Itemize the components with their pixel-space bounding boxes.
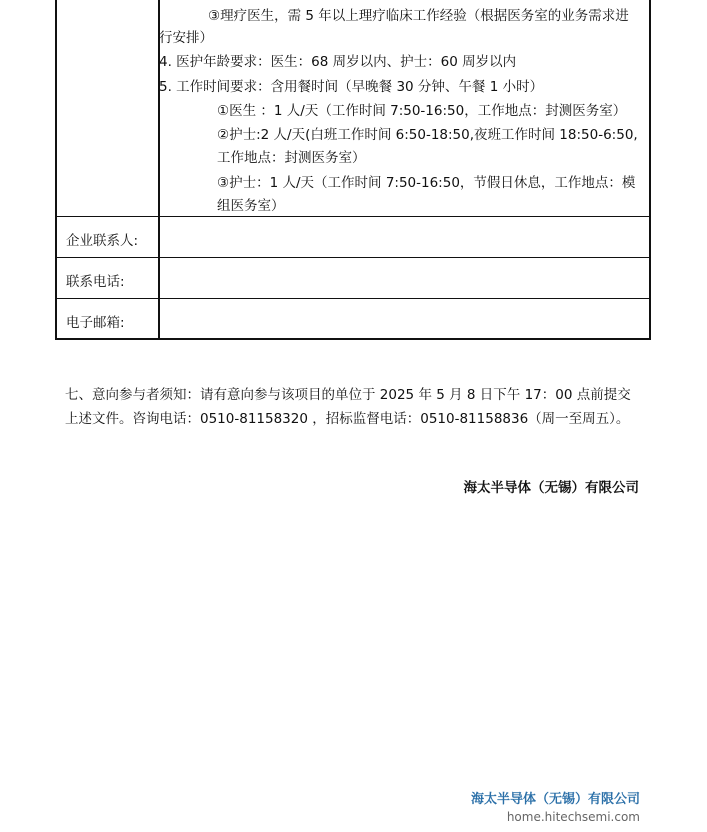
content-line-nurse-shifts-cont: 工作地点：封测医务室）	[217, 150, 366, 166]
email-label: 电子邮箱:	[66, 315, 125, 331]
footer-url[interactable]: home.hitechsemi.com	[506, 810, 640, 824]
content-line-nurse-shifts: ②护士:2 人/天(白班工作时间 6:50-18:50,夜班工作时间 18:50-6:50,	[217, 127, 638, 143]
content-line-hours: 5. 工作时间要求：含用餐时间（早晚餐 30 分钟、午餐 1 小时）	[159, 79, 544, 95]
row-divider	[57, 216, 649, 217]
row-divider	[57, 298, 649, 299]
participant-notice	[65, 383, 645, 431]
footer-company: 海太半导体（无锡）有限公司	[470, 792, 640, 807]
content-line-age: 4. 医护年龄要求：医生：68 周岁以内、护士：60 周岁以内	[159, 54, 517, 70]
contact-person-label: 企业联系人:	[66, 233, 139, 249]
content-line-therapist: ③理疗医生，需 5 年以上理疗临床工作经验（根据医务室的业务需求进	[208, 8, 629, 24]
company-signature: 海太半导体（无锡）有限公司	[463, 480, 639, 496]
notice-line-2: 上述文件。咨询电话：0510-81158320 ，招标监督电话：0510-81158836（周一至周五）。	[65, 411, 630, 427]
notice-line-1: 七、意向参与者须知：请有意向参与该项目的单位于 2025 年 5 月 8 日下午 17：00 点前提交	[65, 387, 631, 403]
content-line-nurse-day: ③护士：1 人/天（工作时间 7:50-16:50，节假日休息，工作地点：模	[217, 175, 636, 191]
content-line-doctor: ①医生 ：1 人/天（工作时间 7:50-16:50，工作地点：封测医务室）	[217, 103, 627, 119]
phone-label: 联系电话:	[66, 274, 125, 290]
row-divider	[57, 257, 649, 258]
content-line-nurse-day-cont: 组医务室）	[217, 198, 285, 214]
content-line-therapist-cont: 行安排）	[159, 30, 213, 46]
requirements-table	[55, 0, 651, 340]
